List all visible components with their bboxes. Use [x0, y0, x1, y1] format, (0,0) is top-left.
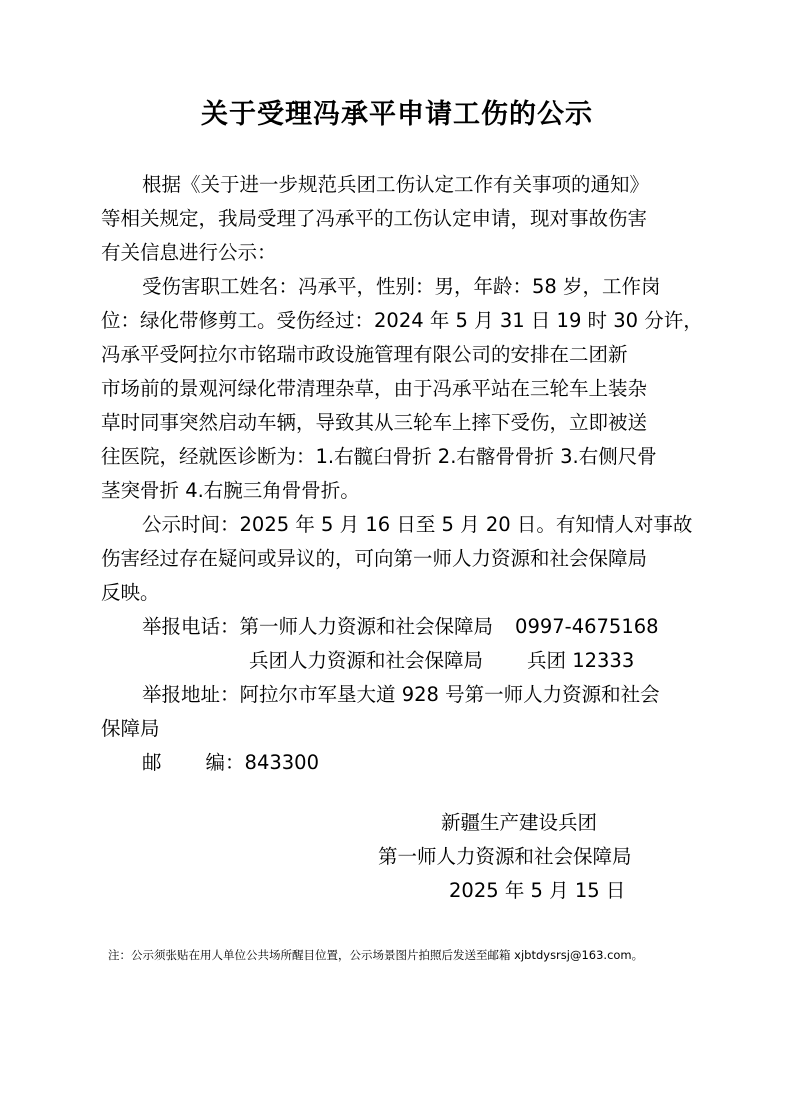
report-phone-line-1 [101, 610, 701, 644]
postcode-label-2: 编： [205, 751, 245, 774]
body-line-8: 草时同事突然启动车辆，导致其从三轮车上摔下受伤，立即被送 [101, 411, 648, 434]
body-line-2: 等相关规定，我局受理了冯承平的工伤认定申请，现对事故伤害 [101, 207, 648, 230]
document-title: 关于受理冯承平申请工伤的公示 [201, 99, 593, 130]
signature-org-2: 第一师人力资源和社会保障局 [378, 845, 632, 868]
report-phone-1-org: 第一师人力资源和社会保障局 [239, 615, 494, 638]
report-address-text: 阿拉尔市军垦大道 928 号第一师人力资源和社会 [239, 683, 660, 706]
body-line-7: 市场前的景观河绿化带清理杂草，由于冯承平站在三轮车上装杂 [101, 377, 648, 400]
signature-org-1: 新疆生产建设兵团 [441, 811, 598, 834]
body-line-11: 公示时间：2025 年 5 月 16 日至 5 月 20 日。有知情人对事故 [142, 513, 693, 536]
body-line-1: 根据《关于进一步规范兵团工伤认定工作有关事项的通知》 [142, 173, 650, 196]
body-line-4: 受伤害职工姓名：冯承平，性别：男，年龄：58 岁，工作岗 [142, 275, 661, 298]
body-line-3: 有关信息进行公示： [101, 241, 277, 264]
report-phone-label: 举报电话： [142, 615, 240, 638]
body-line-6: 冯承平受阿拉尔市铭瑞市政设施管理有限公司的安排在二团新 [101, 343, 628, 366]
body-line-13: 反映。 [101, 581, 160, 604]
report-phone-2-org: 兵团人力资源和社会保障局 [249, 649, 484, 672]
footnote: 注：公示须张贴在用人单位公共场所醒目位置，公示场景图片拍照后发送至邮箱 xjbtdysrsj@163.com。 [108, 948, 644, 962]
body-line-10: 茎突骨折 4.右腕三角骨骨折。 [101, 479, 360, 502]
report-address-line-1 [101, 678, 701, 712]
signature-date: 2025 年 5 月 15 日 [449, 879, 626, 902]
postcode-label-1: 邮 [142, 751, 162, 774]
report-phone-1-number: 0997-4675168 [515, 615, 659, 638]
body-line-9: 往医院，经就医诊断为：1.右髋臼骨折 2.右髂骨骨折 3.右侧尺骨 [101, 445, 657, 468]
postcode-line [101, 746, 701, 780]
report-phone-line-2 [101, 644, 701, 678]
body-line-5: 位：绿化带修剪工。受伤经过：2024 年 5 月 31 日 19 时 30 分许， [101, 309, 703, 332]
postcode-value: 843300 [244, 751, 319, 774]
report-address-label: 举报地址： [142, 683, 240, 706]
document-body [101, 168, 701, 780]
body-line-12: 伤害经过存在疑问或异议的，可向第一师人力资源和社会保障局 [101, 547, 648, 570]
report-address-line-2: 保障局 [101, 717, 160, 740]
report-phone-2-number: 兵团 12333 [527, 649, 635, 672]
